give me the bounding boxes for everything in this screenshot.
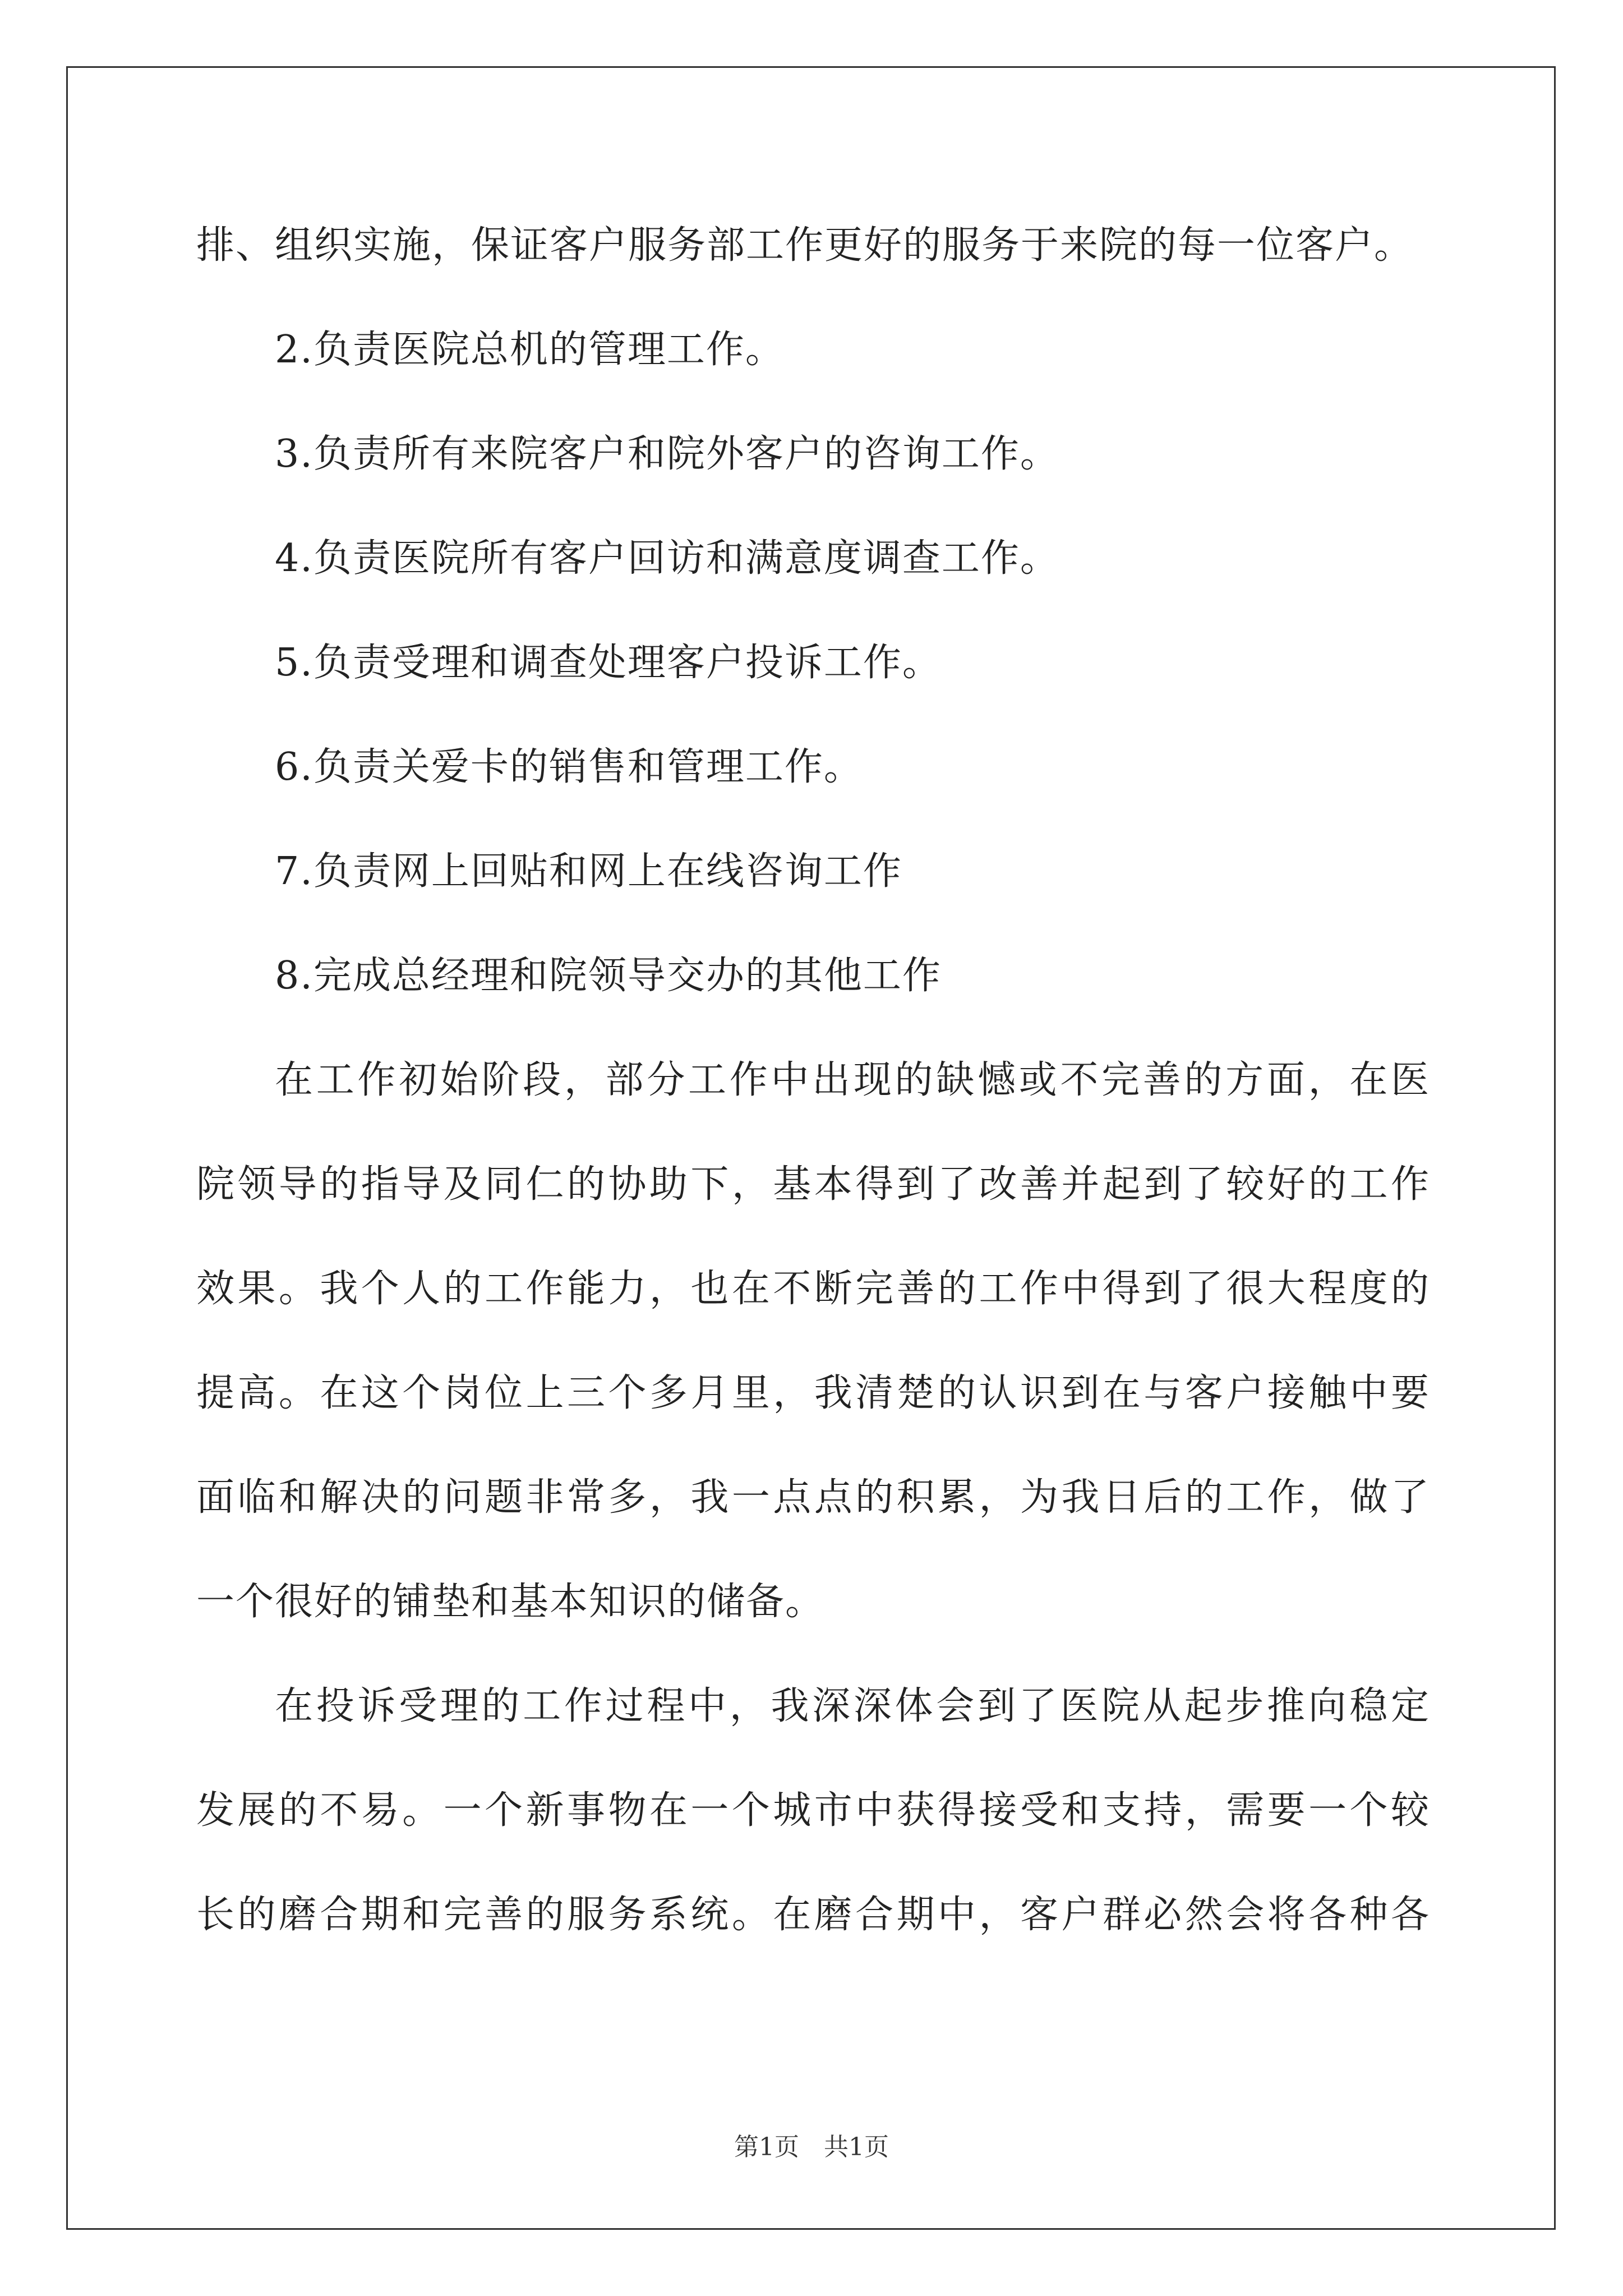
paragraph-line: 面临和解决的问题非常多，我一点点的积累，为我日后的工作，做了 — [196, 1475, 1430, 1520]
list-item: 4.负责医院所有客户回访和满意度调查工作。 — [275, 536, 1059, 581]
paragraph-line: 发展的不易。一个新事物在一个城市中获得接受和支持，需要一个较 — [196, 1788, 1430, 1833]
list-item: 7.负责网上回贴和网上在线咨询工作 — [275, 849, 902, 894]
paragraph-line: 在工作初始阶段，部分工作中出现的缺憾或不完善的方面，在医 — [275, 1058, 1430, 1102]
paragraph-line: 长的磨合期和完善的服务系统。在磨合期中，客户群必然会将各种各 — [196, 1893, 1430, 1937]
paragraph-line: 效果。我个人的工作能力，也在不断完善的工作中得到了很大程度的 — [196, 1267, 1430, 1311]
page-footer: 第1页 共1页 — [734, 2133, 889, 2161]
list-continuation-line: 排、组织实施，保证客户服务部工作更好的服务于来院的每一位客户。 — [196, 223, 1414, 268]
list-item: 8.完成总经理和院领导交办的其他工作 — [275, 954, 942, 998]
list-item: 5.负责受理和调查处理客户投诉工作。 — [275, 641, 942, 685]
paragraph-line: 在投诉受理的工作过程中，我深深体会到了医院从起步推向稳定 — [275, 1684, 1430, 1728]
paragraph-line: 提高。在这个岗位上三个多月里，我清楚的认识到在与客户接触中要 — [196, 1371, 1430, 1415]
paragraph-line: 院领导的指导及同仁的协助下，基本得到了改善并起到了较好的工作 — [196, 1162, 1430, 1207]
paragraph-line: 一个很好的铺垫和基本知识的储备。 — [196, 1580, 825, 1624]
list-item: 2.负责医院总机的管理工作。 — [275, 328, 785, 372]
list-item: 6.负责关爱卡的销售和管理工作。 — [275, 745, 863, 789]
list-item: 3.负责所有来院客户和院外客户的咨询工作。 — [275, 432, 1059, 476]
